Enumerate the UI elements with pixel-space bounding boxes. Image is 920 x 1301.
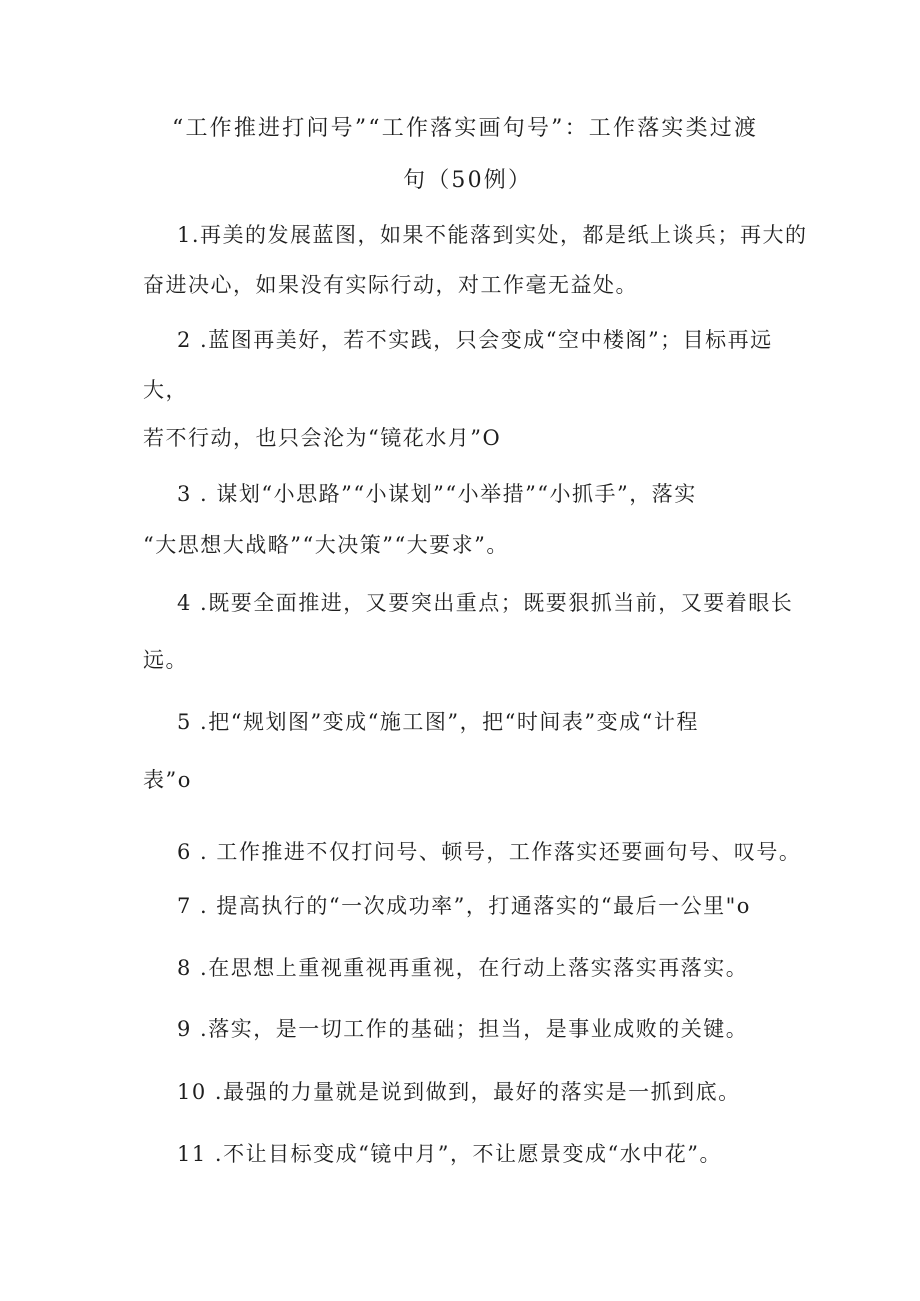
item-2-line-1: 2 .蓝图再美好，若不实践，只会变成“空中楼阁”；目标再远 bbox=[177, 328, 773, 352]
item-4-line-1: 4 .既要全面推进，又要突出重点；既要狠抓当前，又要着眼长 bbox=[177, 591, 794, 615]
item-5-line-2: 表”o bbox=[143, 768, 192, 792]
item-7: 7 . 提高执行的“一次成功率”，打通落实的“最后一公里"o bbox=[177, 894, 751, 918]
item-5-line-1: 5 .把“规划图”变成“施工图”，把“时间表”变成“计程 bbox=[177, 710, 699, 734]
item-11: 11 .不让目标变成“镜中月”，不让愿景变成“水中花”。 bbox=[177, 1142, 723, 1166]
item-1-line-1: 1.再美的发展蓝图，如果不能落到实处，都是纸上谈兵；再大的 bbox=[177, 223, 808, 247]
item-3-line-2: “大思想大战略”“大决策”“大要求”。 bbox=[143, 533, 509, 557]
item-3-line-1: 3 . 谋划“小思路”“小谋划”“小举措”“小抓手”，落实 bbox=[177, 482, 697, 506]
title-line-1: “工作推进打问号”“工作落实画句号”：工作落实类过渡 bbox=[172, 116, 759, 141]
item-4-line-2: 远。 bbox=[143, 648, 188, 672]
item-8: 8 .在思想上重视重视再重视，在行动上落实落实再落实。 bbox=[177, 956, 749, 980]
item-2-line-2: 大， bbox=[143, 378, 188, 402]
item-2-line-3: 若不行动，也只会沦为“镜花水月”O bbox=[143, 426, 502, 450]
title-line-2: 句（50例） bbox=[403, 168, 533, 193]
item-9: 9 .落实，是一切工作的基础；担当，是事业成败的关键。 bbox=[177, 1017, 749, 1041]
item-6: 6 . 工作推进不仅打问号、顿号，工作落实还要画句号、叹号。 bbox=[177, 840, 802, 864]
item-10: 10 .最强的力量就是说到做到，最好的落实是一抓到底。 bbox=[177, 1080, 741, 1104]
item-1-line-2: 奋进决心，如果没有实际行动，对工作毫无益处。 bbox=[143, 273, 638, 297]
